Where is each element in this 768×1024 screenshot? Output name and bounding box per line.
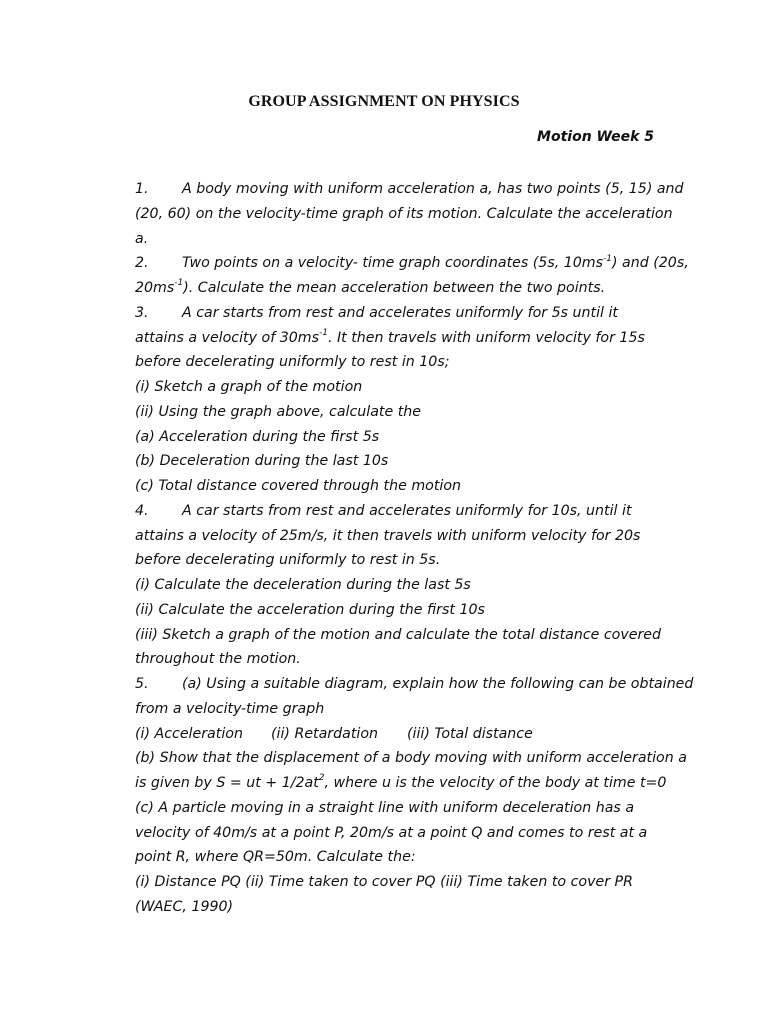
question-5-text: (a) Using a suitable diagram, explain how the following can be obtained: [182, 676, 694, 692]
question-3-line-7: (b) Deceleration during the last 10s: [135, 453, 389, 470]
question-5-line-8: point R, where QR=50m. Calculate the:: [135, 849, 416, 866]
question-2-text-c: 20ms: [135, 280, 175, 296]
question-4-line-5: (ii) Calculate the acceleration during the first 10s: [135, 601, 485, 618]
question-2-line-1: [135, 251, 689, 276]
question-5-option-acceleration: (i) Acceleration: [135, 725, 243, 742]
question-2-text-b: ) and (20s,: [612, 255, 689, 272]
question-5-number: 5.: [135, 676, 149, 692]
question-4-text: A car starts from rest and accelerates uniformly for 10s, until it: [182, 502, 632, 519]
question-3-text-b: . It then travels with uniform velocity for 15s: [327, 329, 645, 346]
question-5-formula-b: , where u is the velocity of the body at time t=0: [324, 775, 667, 791]
assignment-body: [135, 177, 694, 920]
page-subtitle: Motion Week 5: [537, 129, 654, 145]
question-3-superscript: -1: [318, 327, 328, 338]
question-5-formula-a: is given by S = ut + 1/2at: [135, 775, 319, 791]
question-2-text-a: Two points on a velocity- time graph coordinates (5s, 10ms: [182, 255, 604, 272]
question-5-line-5: [135, 771, 675, 796]
question-5-option-retardation: (ii) Retardation: [271, 725, 379, 742]
question-1-line-2: (20, 60) on the velocity-time graph of its motion. Calculate the acceleration: [135, 205, 673, 222]
question-3-line-8: (c) Total distance covered through the motion: [135, 478, 462, 494]
question-4-line-6: (iii) Sketch a graph of the motion and calculate the total distance covered: [135, 626, 662, 643]
question-1-line-3: a.: [135, 230, 149, 247]
question-3-text-a: attains a velocity of 30ms: [135, 329, 319, 346]
question-5-line-3: [135, 722, 675, 747]
page-title: GROUP ASSIGNMENT ON PHYSICS: [248, 93, 520, 110]
question-5-line-6: (c) A particle moving in a straight line with uniform deceleration has a: [135, 799, 635, 816]
question-5-line-7: velocity of 40m/s at a point P, 20m/s at a point Q and comes to rest at a: [135, 824, 648, 841]
question-5-superscript: 2: [318, 773, 325, 784]
question-4-number: 4.: [135, 502, 149, 519]
question-2-number: 2.: [135, 255, 149, 272]
question-3-line-3: before decelerating uniformly to rest in 10s;: [135, 354, 450, 371]
question-1-text: A body moving with uniform acceleration a, has two points (5, 15) and: [182, 181, 684, 197]
question-5-line-2: from a velocity-time graph: [135, 700, 325, 717]
question-5-line-9: (i) Distance PQ (ii) Time taken to cover PQ (iii) Time taken to cover PR: [135, 874, 633, 890]
question-3-number: 3.: [135, 304, 149, 321]
question-3-line-6: (a) Acceleration during the first 5s: [135, 428, 380, 445]
question-5-line-4: (b) Show that the displacement of a body moving with uniform acceleration a: [135, 750, 687, 767]
question-3-text: A car starts from rest and accelerates uniformly for 5s until it: [182, 304, 618, 321]
question-3-line-1: [135, 301, 675, 326]
question-2-text-d: ). Calculate the mean acceleration between the two points.: [183, 280, 606, 296]
question-4-line-2: attains a velocity of 25m/s, it then travels with uniform velocity for 20s: [135, 527, 641, 544]
question-2-superscript-2: -1: [174, 278, 184, 289]
question-3-line-5: (ii) Using the graph above, calculate the: [135, 403, 421, 420]
question-4-line-1: [135, 499, 675, 524]
question-4-line-7: throughout the motion.: [135, 651, 301, 668]
question-4-line-4: (i) Calculate the deceleration during the last 5s: [135, 577, 471, 593]
question-3-line-2: [135, 326, 675, 351]
question-5-line-1: [135, 672, 694, 697]
question-2-line-2: [135, 276, 675, 301]
question-1-number: 1.: [135, 181, 149, 197]
question-5-option-total-distance: (iii) Total distance: [407, 725, 533, 742]
question-3-line-4: (i) Sketch a graph of the motion: [135, 379, 363, 395]
question-1-line-1: [135, 177, 684, 202]
question-2-superscript-1: -1: [603, 253, 612, 264]
question-5-line-10: (WAEC, 1990): [135, 898, 234, 915]
question-4-line-3: before decelerating uniformly to rest in 5s.: [135, 552, 441, 569]
